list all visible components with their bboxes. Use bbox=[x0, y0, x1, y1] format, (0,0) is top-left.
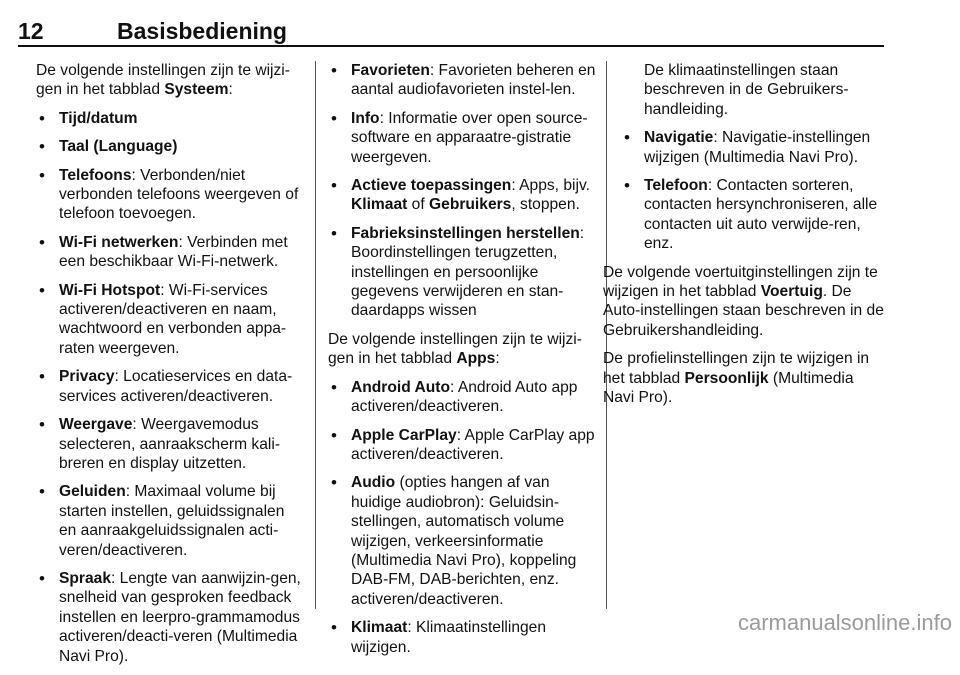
header-rule bbox=[18, 45, 884, 47]
list-item: • Tijd/datum bbox=[36, 109, 306, 128]
apps-list bbox=[328, 378, 596, 657]
watermark-text: carmanualsonline.info bbox=[737, 610, 952, 635]
page-number: 12 bbox=[18, 18, 44, 44]
list-item: • Wi-Fi Hotspot: Wi-Fi-services activeren/deactiveren en naam, wachtwoord en verbonden appa-raten weergeven. bbox=[36, 281, 306, 359]
list-item: • Wi-Fi netwerken: Verbinden met een beschikbaar Wi-Fi-netwerk. bbox=[36, 233, 306, 272]
systeem-list-continued bbox=[328, 61, 596, 321]
column-3 bbox=[603, 61, 888, 417]
list-item: • Spraak: Lengte van aanwijzin-gen, snelheid van gesproken feedback instellen en leerpro-grammamodus activeren/deacti-veren (Multimedia Navi Pro). bbox=[36, 569, 306, 666]
list-item: • Telefoon: Contacten sorteren, contacten hersynchroniseren, alle contacten uit auto verwijde-ren, enz. bbox=[621, 176, 888, 254]
list-item: • Taal (Language) bbox=[36, 137, 306, 156]
list-item: • Favorieten: Favorieten beheren en aantal audiofavorieten instel-len. bbox=[328, 61, 596, 100]
list-item: • Privacy: Locatieservices en data-services activeren/deactiveren. bbox=[36, 367, 306, 406]
page-title: Basisbediening bbox=[117, 18, 287, 44]
list-item-continued: De klimaatinstellingen staan beschreven in de Gebruikers-handleiding. bbox=[644, 62, 849, 118]
systeem-intro: De volgende instellingen zijn te wijzi-gen in het tabblad Systeem: bbox=[36, 62, 290, 99]
list-item: • Actieve toepassingen: Apps, bijv. Klimaat of Gebruikers, stoppen. bbox=[328, 176, 596, 215]
list-item: • Navigatie: Navigatie-instellingen wijzigen (Multimedia Navi Pro). bbox=[621, 128, 888, 167]
list-item: • Klimaat: Klimaatinstellingen wijzigen. bbox=[328, 618, 596, 657]
list-item: • Telefoons: Verbonden/niet verbonden telefoons weergeven of telefoon toevoegen. bbox=[36, 166, 306, 224]
list-item: • Geluiden: Maximaal volume bij starten instellen, geluidssignalen en aanraakgeluidssignalen acti-veren/deactiveren. bbox=[36, 482, 306, 560]
persoonlijk-paragraph: De profielinstellingen zijn te wijzigen in het tabblad Persoonlijk (Multimedia Navi Pro). bbox=[603, 350, 870, 407]
systeem-list bbox=[36, 109, 306, 666]
voertuig-paragraph: De volgende voertuitginstellingen zijn te wijzigen in het tabblad Voertuig. De Auto-instellingen staan beschreven in de Gebruikershandleiding. bbox=[603, 263, 884, 339]
apps-list-continued bbox=[621, 61, 888, 254]
list-item: • Info: Informatie over open source-software en apparaatre-gistratie weergeven. bbox=[328, 109, 596, 167]
column-2 bbox=[328, 61, 596, 666]
list-item: • Weergave: Weergavemodus selecteren, aanraakscherm kali-breren en display uitzetten. bbox=[36, 415, 306, 473]
list-item: • Fabrieksinstellingen herstellen: Boordinstellingen terugzetten, instellingen en persoonlijke gegevens verwijderen en stan-daardapps wissen bbox=[328, 224, 596, 321]
apps-intro: De volgende instellingen zijn te wijzi-gen in het tabblad Apps: bbox=[328, 330, 582, 368]
list-item: • Audio (opties hangen af van huidige audiobron): Geluidsin-stellingen, automatisch volume wijzigen, verkeersinformatie (Multimedia Navi Pro), koppeling DAB-FM, DAB-berichten, enz. activeren/deactiveren. bbox=[328, 473, 596, 609]
list-item: • Android Auto: Android Auto app activeren/deactiveren. bbox=[328, 378, 596, 417]
column-divider-1 bbox=[315, 61, 316, 609]
column-1 bbox=[36, 61, 306, 675]
page-header bbox=[18, 16, 884, 46]
list-item: • Apple CarPlay: Apple CarPlay app activeren/deactiveren. bbox=[328, 426, 596, 465]
